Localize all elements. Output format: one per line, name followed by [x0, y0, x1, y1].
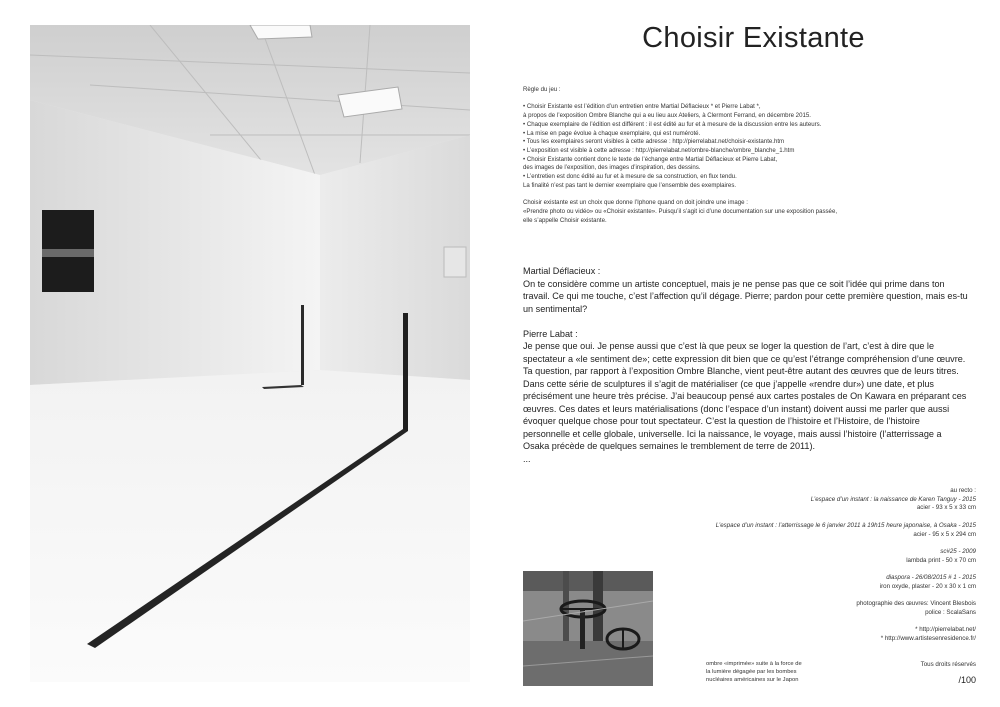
exhibition-photograph: [30, 25, 470, 682]
rules-line: • Tous les exemplaires seront visibles à cette adresse : http://pierrelabat.net/choisir-existante.htm: [523, 138, 785, 146]
rules-line: • Choisir Existante contient donc le texte de l’échange entre Martial Déflacieux et Pierre Labat,: [523, 155, 778, 163]
captions-block: [646, 487, 976, 644]
caption-work-title: L’espace d’un instant : l’atterrissage le 6 janvier 2011 à 19h15 heure japonaise, à Osaka - 2015: [715, 521, 976, 529]
note-line: «Prendre photo ou vidéo» ou «Choisir existante». Puisqu’il s’agit ici d’une documentation sur une exposition passée,: [523, 207, 838, 215]
caption-work-title: L’espace d’un instant : la naissance de Karen Tanguy - 2015: [810, 495, 976, 503]
caption-work-detail: iron oxyde, plaster - 20 x 30 x 1 cm: [879, 582, 976, 590]
rules-heading: Règle du jeu :: [523, 86, 561, 93]
credit-font: police : ScalaSans: [925, 608, 976, 616]
rules-line: des images de l’exposition, des images d’inspiration, des dessins.: [523, 164, 701, 172]
speaker-name: Martial Déflacieux :: [523, 266, 601, 276]
note-line: elle s’appelle Choisir existante.: [523, 216, 607, 224]
interview-block: [523, 265, 968, 465]
rules-block: [523, 86, 978, 225]
page-title: Choisir Existante: [642, 22, 865, 54]
caption-work-detail: lambda print - 50 x 70 cm: [906, 556, 976, 564]
speaker-text: Je pense que oui. Je pense aussi que c’est là que peux se loger la question de l’art, c’est à dire que le spectateur a «le sentiment de»; cette expression dit bien que ce qu’est l’étrange compréhension d’une œuvre. Ta question, par rapport à l’exposition Ombre Blanche, vient peut-être autant des œuvres que de leurs titres. Dans cette série de sculptures il s’agit de matérialiser (ce que j’appelle «rendre dur») une date, et plus précisément une heure très précise. J’ai beaucoup pensé aux cartes postales de On Kawara en préparant ces œuvres. Ces dates et leurs matérialisations (donc l’espace d’un instant) doivent aussi me parler que aussi évoquer quelque chose pour tout spectateur. C’est la question de l’histoire et l’Histoire, de l’histoire personnelle et celle globale, universelle. Ici la naissance, le voyage, mais aussi l’histoire (l’atterrissage a Osaka précède de quelques semaines le tremblement de terre de 2011).: [523, 341, 967, 451]
small-caption-line: la lumière dégagée par les bombes: [706, 669, 797, 675]
note-line: Choisir existante est un choix que donne l’Iphone quand on doit joindre une image :: [523, 199, 748, 207]
caption-recto: au recto :: [950, 487, 976, 494]
small-photo-caption: [706, 660, 826, 684]
rules-line: à propos de l’exposition Ombre Blanche qui a eu lieu aux Ateliers, à Clermont Ferrand, en décembre 2015.: [523, 112, 811, 120]
ellipsis: ...: [523, 453, 531, 464]
caption-work-title: sc#25 - 2009: [940, 547, 976, 555]
caption-work-detail: acier - 95 x 5 x 294 cm: [913, 530, 976, 538]
credit-photo: photographie des œuvres: Vincent Blesbois: [856, 600, 976, 608]
small-caption-line: nucléaires américaines sur le Japon: [706, 677, 799, 683]
link-pierrelabat[interactable]: * http://pierrelabat.net/: [915, 626, 976, 634]
rules-line: • L’entretien est donc édité au fur et à mesure de sa construction, en flux tendu.: [523, 173, 737, 181]
rights-notice: Tous droits réservés: [920, 661, 976, 668]
rules-line: • L’exposition est visible à cette adresse : http://pierrelabat.net/ombre-blanche/ombre_blanche_1.htm: [523, 146, 795, 154]
rules-line: • Chaque exemplaire de l’édition est différent : il est édité au fur et à mesure de la discussion entre les auteurs.: [523, 120, 822, 128]
edition-number: /100: [958, 675, 976, 685]
caption-work-title: diaspora - 26/08/2015 # 1 - 2015: [886, 573, 976, 581]
caption-work-detail: acier - 93 x 5 x 33 cm: [916, 504, 976, 512]
rules-line: • La mise en page évolue à chaque exemplaire, qui est numéroté.: [523, 129, 701, 137]
rules-line: • Choisir Existante est l’édition d’un entretien entre Martial Déflacieux * et Pierre Labat *,: [523, 103, 761, 111]
speaker-name: Pierre Labat :: [523, 328, 578, 339]
valve-photograph: [523, 571, 653, 686]
speaker-text: On te considère comme un artiste conceptuel, mais je ne pense pas que ce soit l’idée qui prime dans ton travail. Ce qui me touche, c’est l’affection qu’il dégage. Pierre; pardon pour cette première question, mais es-tu un sentimental?: [523, 278, 968, 314]
rules-line: La finalité n’est pas tant le dernier exemplaire que l’ensemble des exemplaires.: [523, 181, 737, 189]
small-caption-line: ombre «imprimée» suite à la force de: [706, 661, 802, 667]
link-artistesenresidence[interactable]: * http://www.artistesenresidence.fr/: [880, 634, 976, 642]
